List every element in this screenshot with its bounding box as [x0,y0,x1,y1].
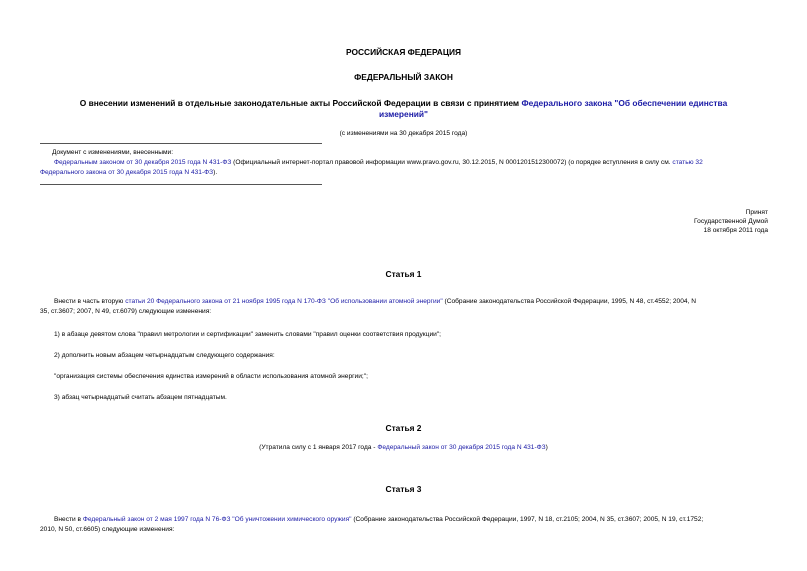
changes-source-text: (Официальный интернет-портал правовой информации www.pravo.gov.ru, 30.12.2015, N 0001201512300072) (о порядке вступления в силу см. [231,159,673,166]
document-type-heading: ФЕДЕРАЛЬНЫЙ ЗАКОН [354,72,453,82]
article-3-intro-continuation: 2010, N 50, ст.6605) следующие изменения: [40,526,175,533]
title-law-link-continued[interactable]: измерений" [378,109,429,119]
top-divider [40,143,322,144]
article-2-note-text: (Утратила силу с 1 января 2017 года - [259,444,378,451]
amendment-note: (с изменениями на 30 декабря 2015 года) [339,130,468,137]
country-heading: РОССИЙСКАЯ ФЕДЕРАЦИЯ [345,47,462,57]
article-3-intro-suffix: (Собрание законодательства Российской Федерации, 1997, N 18, ст.2105; 2004, N 35, ст.3607; 2005, N 19, ст.1752; [351,516,704,523]
article-3-law-link[interactable]: Федеральный закон от 2 мая 1997 года N 76-ФЗ "Об уничтожении химического оружия" [82,516,352,523]
title-law-link[interactable]: Федерального закона "Об обеспечении единства [521,98,728,108]
article-1-item-1: 1) в абзаце девятом слова "правил метрологии и сертификации" заменить словами "правил оценки соответствия продукции"; [54,331,441,338]
changes-law-link[interactable]: Федеральным законом от 30 декабря 2015 года N 431-ФЗ [54,159,232,166]
article-1-intro-continuation: 35, ст.3607; 2007, N 49, ст.6079) следующие изменения: [40,308,212,315]
article-1-intro-suffix: (Собрание законодательства Российской Федерации, 1995, N 48, ст.4552; 2004, N [442,298,696,305]
article-2-note-close: ) [545,444,548,451]
adoption-line-3: 18 октября 2011 года [703,227,768,234]
adoption-line-1: Принят [745,209,768,216]
changes-law-link-2[interactable]: Федерального закона от 30 декабря 2015 года N 431-ФЗ [40,169,214,176]
changes-list [40,158,775,178]
article-1-heading: Статья 1 [385,269,422,279]
title-text: О внесении изменений в отдельные законодательные акты Российской Федерации в связи с принятием [79,98,522,108]
adoption-line-2: Государственной Думой [694,218,768,225]
article-1-law-link[interactable]: статьи 20 Федерального закона от 21 ноября 1995 года N 170-ФЗ "Об использовании атомной энергии" [125,298,443,305]
adoption-block [560,208,768,235]
article-2-note [0,443,807,452]
article-3-intro [40,515,770,535]
article-3-intro-text: Внести в [54,516,83,523]
changes-article-link[interactable]: статью 32 [672,159,703,166]
changes-heading: Документ с изменениями, внесенными: [52,149,174,156]
article-3-heading: Статья 3 [385,484,422,494]
bottom-divider [40,184,322,185]
article-1-item-2: 2) дополнить новым абзацем четырнадцатым следующего содержания: [54,352,275,359]
article-1-intro [40,297,770,317]
article-2-law-link[interactable]: Федеральный закон от 30 декабря 2015 года N 431-ФЗ [377,444,546,451]
article-2-heading: Статья 2 [385,423,422,433]
document-title [0,98,807,120]
article-1-intro-text: Внести в часть вторую [54,298,126,305]
article-1-quote: "организация системы обеспечения единства измерений в области использования атомной энергии;"; [54,373,368,380]
changes-closing-text: ). [213,169,218,176]
article-1-item-3: 3) абзац четырнадцатый считать абзацем пятнадцатым. [54,394,227,401]
